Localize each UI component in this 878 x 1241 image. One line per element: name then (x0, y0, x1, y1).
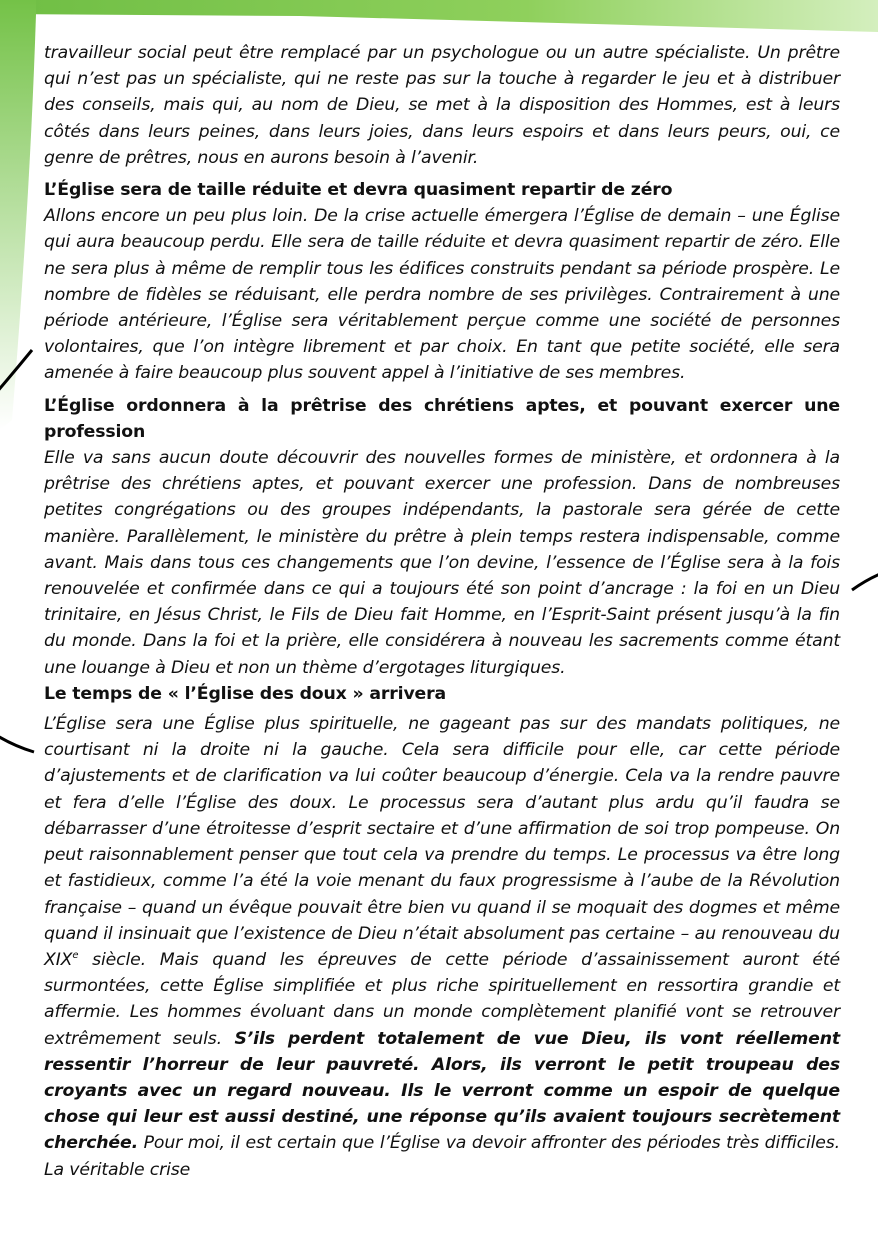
paragraph-3-bold: S’ils perdent totalement de vue Dieu, ils vont réellement ressentir l’horreur de leur pauvreté. Alors, ils verront le petit troupeau des croyants avec un regard nouveau. Ils le verront comme un espoir de quelque chose qui leur est aussi destiné, une réponse qu’ils avaient toujours secrètement cherchée. (44, 1028, 840, 1154)
section-heading-1: L’Église sera de taille réduite et devra quasiment repartir de zéro (44, 180, 673, 201)
paragraph-3-text-a: L’Église sera une Église plus spirituelle, ne gageant pas sur des mandats politiques, ne courtisant ni la droite ni la gauche. Cela sera difficile pour elle, car cette période d’ajustements et de clarification va lui coûter beaucoup d’énergie. Cela va la rendre pauvre et fera d’elle l’Église des doux. Le processus sera d’autant plus ardu qu’il faudra se débarrasser d’une étroitesse d’esprit sectaire et d’une affirmation de soi trop pompeuse. On peut raisonnablement penser que tout cela va prendre du temps. Le processus va être long et fastidieux, comme l’a été la voie menant du faux progressisme à l’aube de la Révolution française – quand un évêque pouvait être bien vu quand il se moquait des dogmes et même quand il insinuait que l’existence de Dieu n’était absolument pas certaine – au renouveau du XIX (44, 714, 840, 970)
section-heading-2: L’Église ordonnera à la prêtrise des chrétiens aptes, et pouvant exercer une profession (44, 395, 840, 442)
superscript-e: e (72, 950, 79, 962)
paragraph-2: Elle va sans aucun doute découvrir des nouvelles formes de ministère, et ordonnera à la prêtrise des chrétiens aptes, et pouvant exercer une profession. Dans de nombreuses petites congrégations ou des groupes indépendants, la pastorale sera gérée de cette manière. Parallèlement, le ministère du prêtre à plein temps restera indispensable, comme avant. Mais dans tous ces changements que l’on devine, l’essence de l’Église sera à la fois renouvelée et confirmée dans ce qui a toujours été son point d’ancrage : la foi en un Dieu trinitaire, en Jésus Christ, le Fils de Dieu fait Homme, en l’Esprit-Saint présent jusqu’à la fin du monde. Dans la foi et la prière, elle considérera à nouveau les sacrements comme étant une louange à Dieu et non un thème d’ergotages liturgiques. (44, 448, 840, 678)
paragraph-intro: travailleur social peut être remplacé par un psychologue ou un autre spécialiste. Un prêtre qui n’est pas un spécialiste, qui ne reste pas sur la touche à regarder le jeu et à distribuer des conseils, mais qui, au nom de Dieu, se met à la disposition des Hommes, est à leurs côtés dans leurs peines, dans leurs joies, dans leurs espoirs et dans leurs peurs, oui, ce genre de prêtres, nous en aurons besoin à l’avenir. (44, 43, 840, 168)
paragraph-3 (44, 711, 840, 1183)
section-heading-3: Le temps de « l’Église des doux » arrivera (44, 683, 447, 704)
paragraph-1: Allons encore un peu plus loin. De la crise actuelle émergera l’Église de demain – une Église qui aura beaucoup perdu. Elle sera de taille réduite et devra quasiment repartir de zéro. Elle ne sera plus à même de remplir tous les édifices construits pendant sa période prospère. Le nombre de fidèles se réduisant, elle perdra nombre de ses privilèges. Contrairement à une période antérieure, l’Église sera véritablement perçue comme une société de personnes volontaires, que l’on intègre librement et par choix. En tant que petite société, elle sera amenée à faire beaucoup plus souvent appel à l’initiative de ses membres. (44, 206, 840, 384)
document-body (44, 40, 840, 1183)
paragraph-3-text-c: Pour moi, il est certain que l’Église va devoir affronter des périodes très difficiles. La véritable crise (44, 1133, 840, 1180)
paragraph-3-text-b: siècle. Mais quand les épreuves de cette période d’assainissement auront été surmontées, cette Église simplifiée et plus riche spirituellement en ressortira grandie et affermie. Les hommes évoluant dans un monde complètement planifié vont se retrouver extrêmement seuls. (44, 949, 840, 1049)
